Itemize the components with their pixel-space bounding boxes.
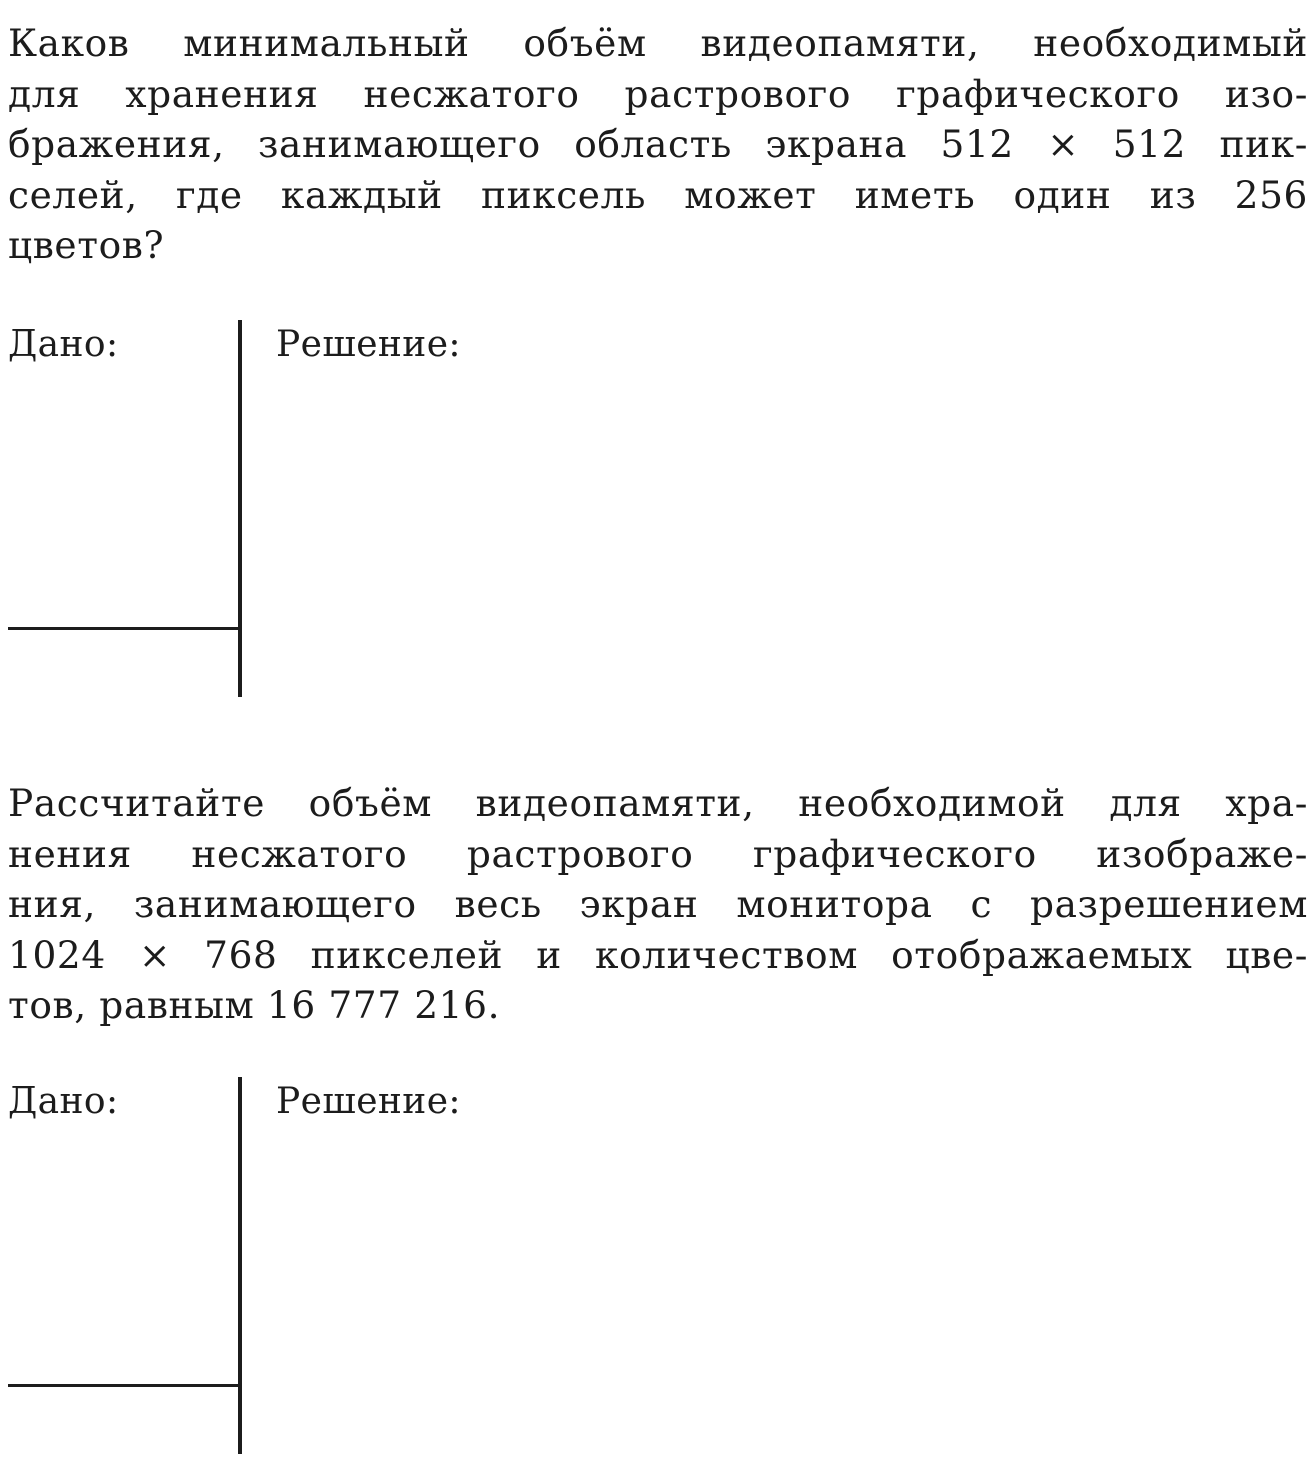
problem-1-text bbox=[8, 18, 1308, 271]
worksheet-divider-horizontal bbox=[8, 627, 242, 630]
worksheet-divider-vertical bbox=[238, 1077, 242, 1454]
problem-2-line: нения несжатого растрового графического изображе- bbox=[8, 831, 1308, 876]
problem-1-line: Каков минимальный объём видеопамяти, необходимый bbox=[8, 21, 1308, 65]
worksheet-divider-vertical bbox=[238, 320, 242, 697]
problem-2-text bbox=[8, 778, 1308, 1031]
worksheet-1 bbox=[0, 320, 1308, 700]
problem-2-line: 1024 × 768 пикселей и количеством отображаемых цве- bbox=[8, 932, 1308, 977]
problem-2-line: тов, равным 16 777 216. bbox=[8, 983, 501, 1027]
worksheet-2 bbox=[0, 1077, 1308, 1457]
problem-1-line: для хранения несжатого растрового графического изо- bbox=[8, 71, 1308, 116]
problem-2-line: ния, занимающего весь экран монитора с разрешением bbox=[8, 882, 1308, 926]
given-label: Дано: bbox=[8, 324, 119, 365]
problem-1-line: селей, где каждый пиксель может иметь один из 256 bbox=[8, 172, 1308, 217]
given-label: Дано: bbox=[8, 1081, 119, 1122]
problem-1-line: цветов? bbox=[8, 223, 165, 267]
problem-1-line: бражения, занимающего область экрана 512 × 512 пик- bbox=[8, 122, 1308, 166]
problem-2-line: Рассчитайте объём видеопамяти, необходимой для хра- bbox=[8, 781, 1308, 825]
solution-label: Решение: bbox=[276, 324, 461, 365]
worksheet-divider-horizontal bbox=[8, 1384, 242, 1387]
solution-label: Решение: bbox=[276, 1081, 461, 1122]
